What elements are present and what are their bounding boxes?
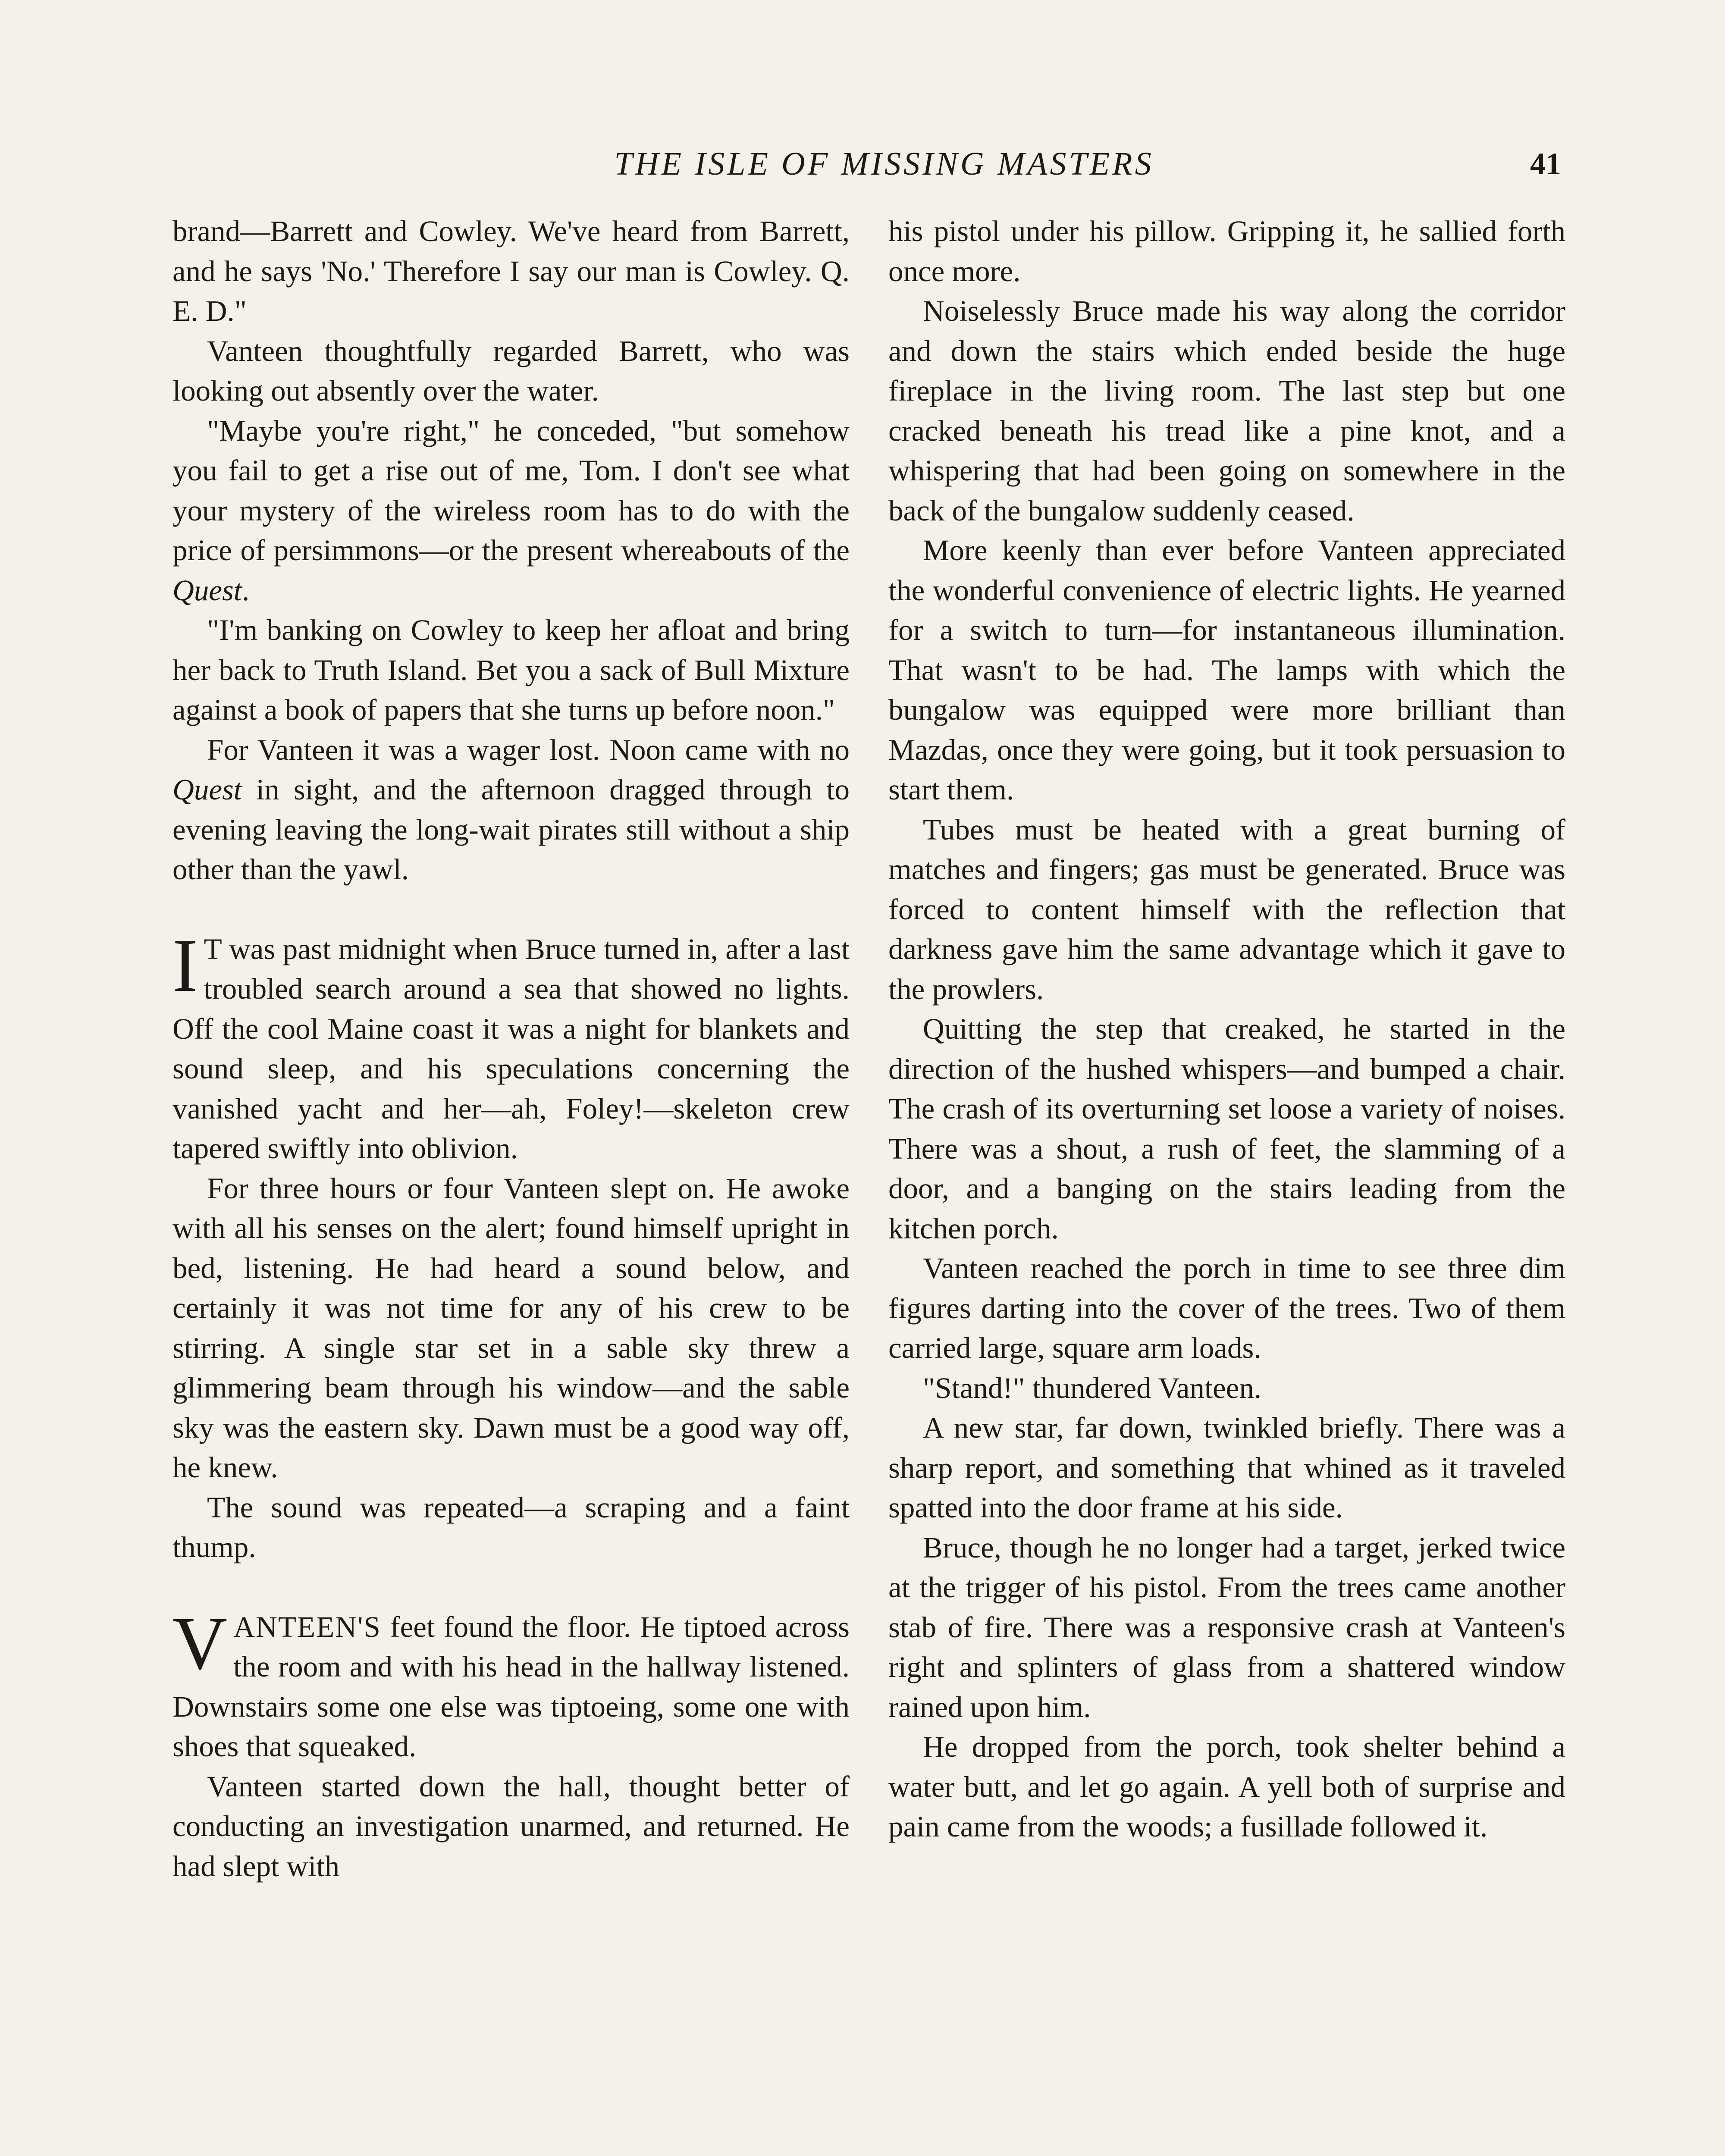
lead-caps: ANTEEN'S	[233, 1610, 381, 1643]
paragraph: Noiselessly Bruce made his way along the corridor and down the stairs which ended beside the huge fireplace in the living room. The last step but one cracked beneath his tread like a pine knot, and a whispering that had been going on somewhere in the back of the bungalow suddenly ceased.	[888, 295, 1565, 527]
drop-cap: V	[172, 1601, 228, 1686]
paragraph: Bruce, though he no longer had a target, jerked twice at the trigger of his pistol. From the trees came another stab of fire. There was a responsive crash at Vanteen's right and splinters of glass from a shattered window rained upon him.	[888, 1531, 1565, 1724]
paragraph: "Stand!" thundered Vanteen.	[923, 1371, 1262, 1404]
paragraph-text: in sight, and the afternoon dragged through to evening leaving the long-wait pirates still without a ship other than the yawl.	[172, 773, 850, 886]
paragraph: The sound was repeated—a scraping and a faint thump.	[172, 1491, 850, 1564]
paragraph	[172, 730, 850, 890]
paragraph: More keenly than ever before Vanteen appreciated the wonderful convenience of electric lights. He yearned for a switch to turn—for instantaneous illumination. That wasn't to be had. The lamps with which the bungalow was equipped were more brilliant than Mazdas, once they were going, but it took persuasion to start them.	[888, 534, 1565, 806]
drop-cap: I	[172, 923, 198, 1008]
paragraph-text: "Maybe you're right," he conceded, "but somehow you fail to get a rise out of me, Tom. I don't see what your mystery of the wireless room has to do with the price of persimmons—or the present whereabouts of the	[172, 414, 850, 567]
section-paragraph	[172, 1601, 850, 1767]
paragraph-text: feet found the floor. He tiptoed across the room and with his head in the hallway listened. Downstairs some one else was tiptoeing, some one with shoes that squeaked.	[172, 1610, 850, 1763]
paragraph	[172, 411, 850, 611]
section-paragraph	[172, 923, 850, 1169]
paragraph: Vanteen started down the hall, thought better of conducting an investigation unarmed, and returned. He had slept with	[172, 1770, 850, 1883]
running-title: THE ISLE OF MISSING MASTERS	[614, 146, 1154, 182]
right-column	[888, 211, 1565, 1847]
paragraph: Quitting the step that creaked, he started in the direction of the hushed whispers—and bumped a chair. The crash of its overturning set loose a variety of noises. There was a shout, a rush of feet, the slamming of a door, and a banging on the stairs leading from the kitchen porch.	[888, 1012, 1565, 1245]
paragraph-text: For Vanteen it was a wager lost. Noon came with no	[207, 733, 850, 766]
page-number: 41	[1530, 147, 1561, 181]
paragraph: He dropped from the porch, took shelter behind a water butt, and let go again. A yell both of surprise and pain came from the woods; a fusillade followed it.	[888, 1730, 1565, 1843]
left-column	[172, 211, 850, 1886]
paragraph: A new star, far down, twinkled briefly. There was a sharp report, and something that whined as it traveled spatted into the door frame at his side.	[888, 1411, 1565, 1524]
page-header	[172, 142, 1561, 185]
paragraph: For three hours or four Vanteen slept on. He awoke with all his senses on the alert; found himself upright in bed, listening. He had heard a sound below, and certainly it was not time for any of his crew to be stirring. A single star set in a sable sky threw a glimmering beam through his window—and the sable sky was the eastern sky. Dawn must be a good way off, he knew.	[172, 1172, 850, 1484]
paragraph-text: .	[242, 573, 250, 607]
paragraph: Tubes must be heated with a great burning of matches and fingers; gas must be generated. Bruce was forced to content himself with the reflection that darkness gave him the same advantage which it gave to the prowlers.	[888, 813, 1565, 1006]
ship-name: Quest	[172, 773, 242, 806]
paragraph: his pistol under his pillow. Gripping it, he sallied forth once more.	[888, 215, 1565, 288]
paragraph: Vanteen reached the porch in time to see three dim figures darting into the cover of the trees. Two of them carried large, square arm loads.	[888, 1252, 1565, 1364]
paragraph: brand—Barrett and Cowley. We've heard from Barrett, and he says 'No.' Therefore I say our man is Cowley. Q. E. D."	[172, 215, 850, 327]
paragraph: Vanteen thoughtfully regarded Barrett, who was looking out absently over the water.	[172, 334, 850, 407]
paragraph: "I'm banking on Cowley to keep her afloat and bring her back to Truth Island. Bet you a sack of Bull Mixture against a book of papers that she turns up before noon."	[172, 614, 850, 726]
ship-name: Quest	[172, 573, 242, 607]
paragraph-text: T was past midnight when Bruce turned in, after a last troubled search around a sea that showed no lights. Off the cool Maine coast it was a night for blankets and sound sleep, and his speculations concerning the vanished yacht and her—ah, Foley!—skeleton crew tapered swiftly into oblivion.	[172, 932, 850, 1165]
